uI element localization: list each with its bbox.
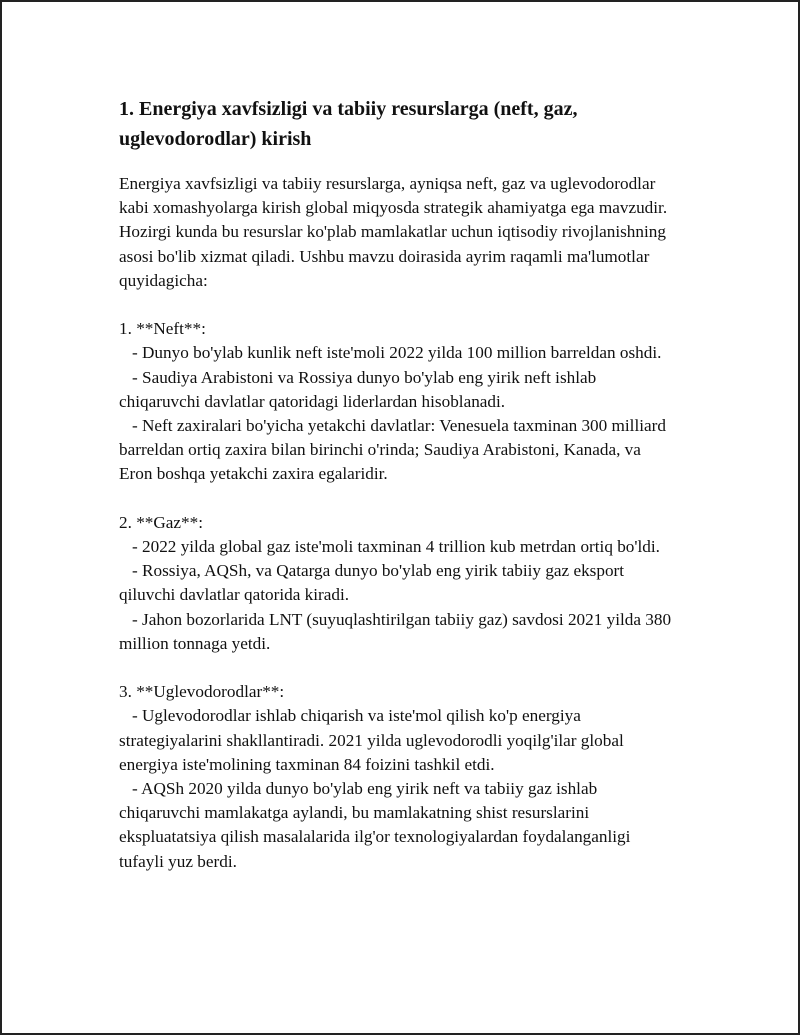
section-gaz xyxy=(119,511,678,656)
section-neft xyxy=(119,317,678,486)
list-item: - 2022 yilda global gaz iste'moli taxminan 4 trillion kub metrdan ortiq bo'ldi. xyxy=(132,537,660,557)
section-heading: 3. **Uglevodorodlar**: xyxy=(119,682,285,702)
document-body xyxy=(119,172,678,874)
spacer xyxy=(119,487,678,511)
list-item: - Saudiya Arabistoni va Rossiya dunyo bo'ylab eng yirik neft ishlab chiqaruvchi davlatlar qatoridagi liderlardan hisoblanadi. xyxy=(119,367,597,411)
spacer xyxy=(119,293,678,317)
list-item: - AQSh 2020 yilda dunyo bo'ylab eng yirik neft va tabiiy gaz ishlab chiqaruvchi mamlakatga aylandi, bu mamlakatning shist resurslarini ekspluatatsiya qilish masalalarida ilg'or texnologiyalardan foydalanganligi tufayli yuz berdi. xyxy=(119,779,631,871)
list-item: - Neft zaxiralari bo'yicha yetakchi davlatlar: Venesuela taxminan 300 milliard barreldan ortiq zaxira bilan birinchi o'rinda; Saudiya Arabistoni, Kanada, va Eron boshqa yetakchi zaxira egalaridir. xyxy=(119,416,666,484)
list-item: - Jahon bozorlarida LNT (suyuqlashtirilgan tabiiy gaz) savdosi 2021 yilda 380 million tonnaga yetdi. xyxy=(119,609,672,653)
section-uglevodorodlar xyxy=(119,680,678,874)
list-item: - Dunyo bo'ylab kunlik neft iste'moli 2022 yilda 100 million barreldan oshdi. xyxy=(132,343,662,363)
list-item: - Uglevodorodlar ishlab chiqarish va iste'mol qilish ko'p energiya strategiyalarini shakllantiradi. 2021 yilda uglevodorodli yoqilg'ilar global energiya iste'molining taxminan 84 foizini tashkil etdi. xyxy=(119,706,624,774)
document-title: 1. Energiya xavfsizligi va tabiiy resurslarga (neft, gaz, uglevodorodlar) kirish xyxy=(119,98,578,150)
section-heading: 1. **Neft**: xyxy=(119,319,206,339)
section-heading: 2. **Gaz**: xyxy=(119,512,204,532)
spacer xyxy=(119,656,678,680)
intro-paragraph: Energiya xavfsizligi va tabiiy resurslarga, ayniqsa neft, gaz va uglevodorodlar kabi xomashyolarga kirish global miqyosda strategik ahamiyatga ega mavzudir. Hozirgi kunda bu resurslar ko'plab mamlakatlar uchun iqtisodiy rivojlanishning asosi bo'lib xizmat qiladi. Ushbu mavzu doirasida ayrim raqamli ma'lumotlar quyidagicha: xyxy=(119,174,668,290)
list-item: - Rossiya, AQSh, va Qatarga dunyo bo'ylab eng yirik tabiiy gaz eksport qiluvchi davlatlar qatorida kiradi. xyxy=(119,561,625,605)
